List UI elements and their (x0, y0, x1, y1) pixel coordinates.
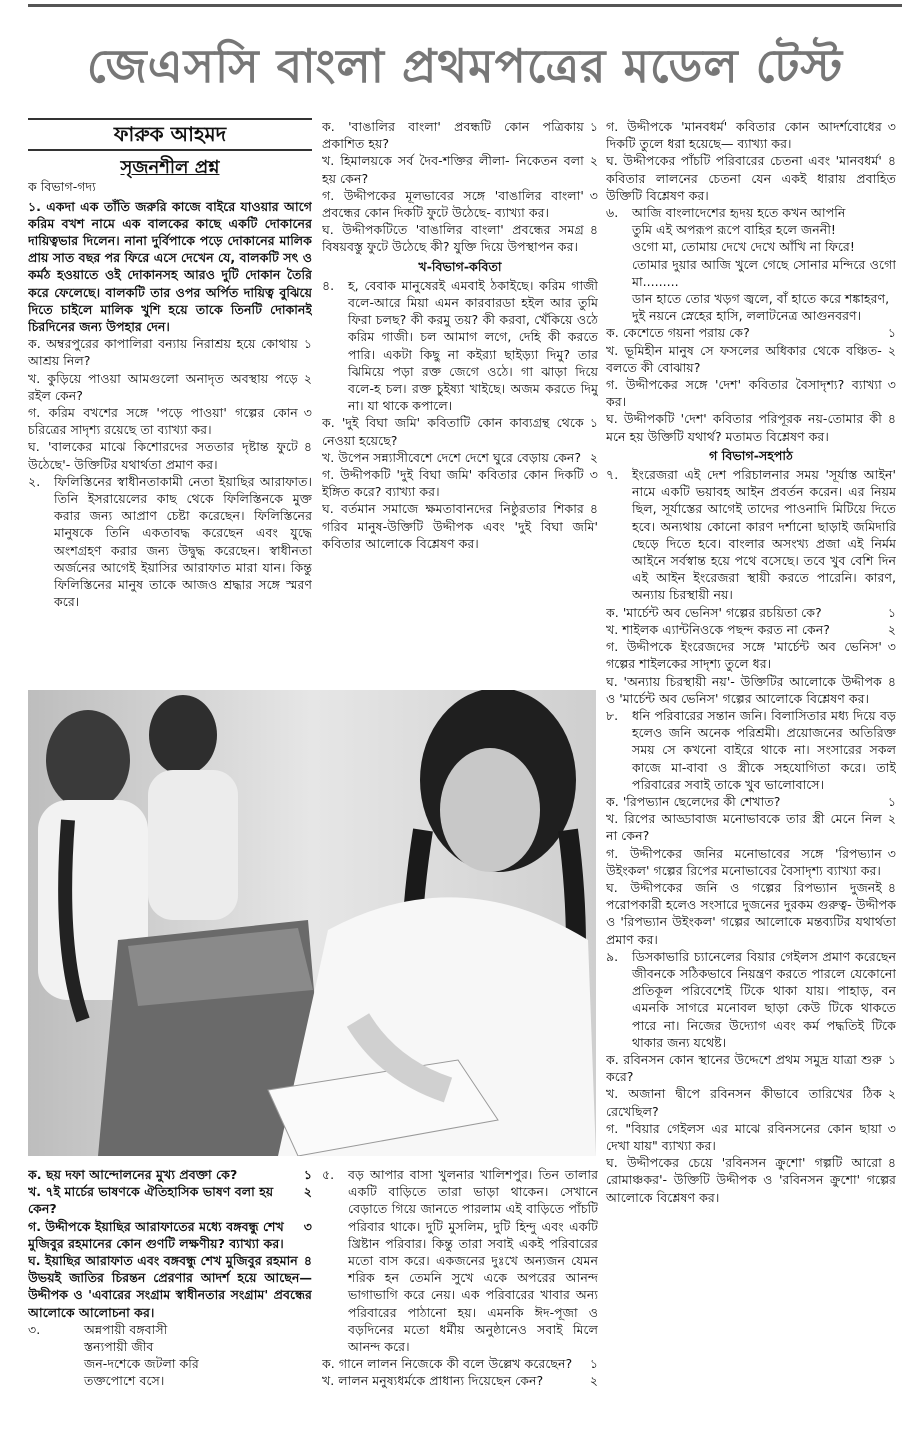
q9-gha: ৪ ঘ. উদ্দীপকের চেয়ে 'রবিনসন ক্রুশো' গল্পটি আরো রোমাঞ্চকর'- উক্তিটি উদ্দীপক ও 'রবিনসন ক্রুশো' গল্পের আলোকে বিশ্লেষণ কর। (606, 1155, 896, 1205)
page-title: জেএসসি বাংলা প্রথমপত্রের মডেল টেস্ট (86, 39, 844, 93)
q6-ga: ৩ গ. উদ্দীপকের সঙ্গে 'দেশ' কবিতার বৈসাদৃশ্য? ব্যাখ্যা কর। (606, 377, 896, 410)
q7-ga: ৩ গ. উদ্দীপকে ইংরেজদের সঙ্গে 'মার্চেন্ট অব ভেনিস' গল্পের শাইলকের সাদৃশ্য তুলে ধর। (606, 639, 896, 672)
q6-gha: ৪ ঘ. উদ্দীপকটি 'দেশ' কবিতার পরিপূরক নয়-তোমার কী মনে হয় উক্তিটি যথার্থ? মতামত বিশ্লেষণ কর। (606, 411, 896, 444)
q8-ka: ১ ক. 'রিপভ্যান ছেলেদের কী শেখাত? (606, 793, 896, 809)
q8-ga: ৩ গ. উদ্দীপকের জনির মনোভাবের সঙ্গে 'রিপভ্যান উইংকল' গল্পের রিপের মনোভাবের বৈসাদৃশ্য ব্যাখ্যা কর। (606, 845, 896, 878)
q8-kha: ২ খ. রিপের আড্ডাবাজ মনোভাবকে তার স্ত্রী মেনে নিল না কেন? (606, 811, 896, 844)
q1-gha: ৪ ঘ. 'বালকের মাঝে কিশোরদের সততার দৃষ্টান্ত ফুটে উঠেছে'- উক্তিটির যথার্থতা প্রমাণ কর। (28, 439, 312, 472)
q1-kha: ২ খ. কুড়িয়ে পাওয়া আমগুলো অনাদৃত অবস্থায় পড়ে রইল কেন? (28, 370, 312, 403)
q8-gha: ৪ ঘ. উদ্দীপকের জনি ও গল্পের রিপভ্যান দুজনই পরোপকারী হলেও সংসারে দুজনের দুরকম গুরুত্ব- উদ্দীপক ও 'রিপভ্যান উইংকল' গল্পের আলোকে মন্তব্যটির যথার্থতা প্রমাণ কর। (606, 879, 896, 947)
part-kha-heading: খ-বিভাগ-কবিতা (418, 258, 502, 274)
q3-kha: ২ খ. হিমালয়কে সর্ব দৈব-শক্তির লীলা- নিকেতন বলা হয় কেন? (322, 153, 598, 186)
q5-ka: ১ ক. গানে লালন নিজেকে কী বলে উল্লেখ করেছেন? (322, 1356, 598, 1372)
q4-ga: ৩ গ. উদ্দীপকটি 'দুই বিঘা জমি' কবিতার কোন দিকটি ইঙ্গিত করে? ব্যাখ্যা কর। (322, 467, 598, 500)
q5-stem: ৫. বড় আপার বাসা খুলনার খালিশপুর। তিন তালার একটি বাড়িতে তারা ভাড়া থাকেন। সেখানে বেড়াতে গিয়ে জানতে পারলাম এই বাড়িতে পাঁচটি পরিবার থাকে। দুটি মুসলিম, দুটি হিন্দু এবং একটি খ্রিষ্টান পরিবার। কিন্তু তারা সবাই একই পরিবারের মতো বাস করে। একজনের দুঃখে অন্যজন যেমন শরিক হন তেমনি সুখে একে অপরের আনন্দ ভাগাভাগি করে নেয়। এক পরিবারের খাবার অন্য পরিবারের পাঠানো হয়। এমনকি ঈদ-পূজা ও বড়দিনের মতো ধর্মীয় অনুষ্ঠানেও সবাই মিলে আনন্দ করে। (322, 1167, 598, 1355)
q6-poem: ৬. আজি বাংলাদেশের হৃদয় হতে কখন আপনি তুমি এই অপরূপ রূপে বাহির হলে জননী! ওগো মা, তোমায় দেখে দেখে আঁখি না ফিরে! তোমার দুয়ার আজি খুলে গেছে সোনার মন্দিরে ওগো মা......... ডান হাতে তোর খড়গ জ্বলে, বাঁ হাতে করে শঙ্কাহরণ, দুই নয়নে স্নেহের হাসি, ললাটনেত্র আগুনবরণ। (606, 205, 896, 324)
q9-stem: ৯. ডিসকাভারি চ্যানেলের বিয়ার গেইলস প্রমাণ করেছেন জীবনকে সঠিকভাবে নিয়ন্ত্রণ করতে পারলে যেকোনো প্রতিকূল পরিবেশেই টিকে থাকা যায়। পাহাড়, বন এমনকি সাগরে মনোবল ছাড়া কেউ টিকে থাকতে পারে না। নিজের উদ্যোগ এবং কর্ম পদ্ধতিই টিকে থাকার জন্য যথেষ্ট। (606, 948, 896, 1050)
q3-ga: ৩ গ. উদ্দীপকের মূলভাবের সঙ্গে 'বাঙালির বাংলা' প্রবন্ধের কোন দিকটি ফুটে উঠেছে- ব্যাখ্যা কর। (322, 187, 598, 221)
q1-ga: ৩ গ. করিম বখশের সঙ্গে 'পড়ে পাওয়া' গল্পের কোন চরিত্রের সাদৃশ্য রয়েছে তা ব্যাখ্যা কর। (28, 405, 312, 438)
q9-ka: ১ ক. রবিনসন কোন স্থানের উদ্দেশে প্রথম সমুদ্র যাত্রা শুরু করে? (606, 1051, 896, 1085)
q3-poem: ৩. অন্নপায়ী বঙ্গবাসী স্তন্যপায়ী জীব জন-দশেকে জটলা করি তক্তপোশে বসে। (28, 1321, 199, 1389)
column-2 (322, 118, 598, 688)
column-1-bottom (28, 1166, 312, 1452)
q2-kha: ২ খ. ৭ই মার্চের ভাষণকে ঐতিহাসিক ভাষণ বলা হয় কেন? (28, 1184, 312, 1217)
top-rule (28, 4, 902, 7)
q3-ka: ১ ক. 'বাঙালির বাংলা' প্রবন্ধটি কোন পত্রিকায় প্রকাশিত হয়? (322, 119, 598, 152)
author-name: ফারুক আহমদ (28, 118, 312, 151)
column-1 (28, 118, 312, 688)
part-ga-heading: গ বিভাগ-সহপাঠ (709, 447, 793, 463)
q2-gha: ৪ ঘ. ইয়াছির আরাফাত এবং বঙ্গবন্ধু শেখ মুজিবুর রহমান উভয়ই জাতির চিরন্তন প্রেরণার আদর্শ হয়ে আছেন— উদ্দীপক ও 'এবারের সংগ্রাম স্বাধীনতার সংগ্রাম' প্রবন্ধের আলোকে আলোচনা কর। (28, 1253, 312, 1320)
q1-stem: ১. একদা এক তাঁতি জরুরি কাজে বাইরে যাওয়ার আগে করিম বখশ নামে এক বালকের কাছে একটি দোকানের দায়িত্বভার দিলেন। নানা দুর্বিপাকে পড়ে দোকানের মালিক প্রায় সাত বছর পর ফিরে এসে দেখেন যে, বালকটি সৎ ও কর্মঠ হওয়াতে ওই দোকানসহ আরও দুটি দোকান তৈরি করে ফেলেছে। বালকটি তার ওপর অর্পিত দায়িত্ব বুঝিয়ে দিতে চাইলে মালিক খুশি হয়ে তাকে তিনটি দোকানই চিরদিনের জন্য উপহার দেন। (28, 198, 312, 335)
q7-stem: ৭. ইংরেজরা এই দেশ পরিচালনার সময় 'সূর্যাস্ত আইন' নামে একটি ভয়াবহ আইন প্রবর্তন করেন। এর নিয়ম ছিল, সূর্যাস্তের আগেই তাদের পাওনাদি মিটিয়ে দিতে হবে। অন্যথায় কোনো কারণ দর্শানো ছাড়াই জমিদারি ছেড়ে দিতে হবে। বাংলার অসংখ্য প্রজা এই নির্মম আইনে সর্বস্বান্ত হয়ে পথে বসেছে। তবে খুব বেশি দিন এই আইন ইংরেজরা স্থায়ী করতে পারেনি। কারণ, অন্যায় চিরস্থায়ী নয়। (606, 467, 896, 603)
q6-ka: ১ ক. কেশেতে গয়না পরায় কে? (606, 325, 896, 341)
q6-kha: ২ খ. ভূমিহীন মানুষ সে ফসলের অধিকার থেকে বঞ্চিত- বলতে কী বোঝায়? (606, 342, 896, 375)
q4-kha: ২ খ. উপেন সন্ন্যাসীবেশে দেশে দেশে ঘুরে বেড়ায় কেন? (322, 449, 598, 465)
q2-ka: ১ ক. ছয় দফা আন্দোলনের মুখ্য প্রবক্তা কে? (28, 1167, 312, 1182)
q7-ka: ১ ক. 'মার্চেন্ট অব ভেনিস' গল্পের রচয়িতা কে? (606, 604, 896, 620)
photo-illustration (28, 690, 596, 1156)
q4-stem: ৪. হ, বেবাক মানুষেরই এমবাই ঠকাইছে। করিম গাজী বলে-আরে মিয়া এমন কারবারডা হইল আর তুমি ফিরা চলছ? কী করমু তয়? কী করবা, খেঁকিয়ে ওঠে করিম গাজী। চল আমাগ লগে, দেহি কী করতে পারি। একটা কিছু না কইর‌্যা ছাইড়্যা দিমু? তার ঝিমিয়ে পড়া রক্ত জেগে ওঠে। গা ঝাড়া দিয়ে বলে-হ চল। রক্ত চুইষ্যা খাইছে। অজম করতে দিমু না। যা থাকে কপালে। (322, 277, 598, 414)
q9-kha: ২ খ. অজানা দ্বীপে রবিনসন কীভাবে তারিখের ঠিক রেখেছিল? (606, 1086, 896, 1119)
column-2-bottom (322, 1166, 598, 1452)
part-ka-heading: ক বিভাগ-গদ্য (28, 179, 96, 195)
q1-ka: ১ ক. অম্বরপুরের কাপালিরা বন্যায় নিরাশ্রয় হয়ে কোথায় আশ্রয় নিল? (28, 336, 312, 369)
q5-ga: ৩ গ. উদ্দীপকে 'মানবধর্ম' কবিতার কোন আদর্শবোধের দিকটি তুলে ধরা হয়েছে— ব্যাখ্যা কর। (606, 119, 896, 152)
q4-ka: ১ ক. 'দুই বিঘা জমি' কবিতাটি কোন কাব্যগ্রন্থ থেকে নেওয়া হয়েছে? (322, 415, 598, 448)
q4-gha: ৪ ঘ. বর্তমান সমাজে ক্ষমতাবানদের নিষ্ঠুরতার শিকার গরিব মানুষ-উক্তিটি উদ্দীপক এবং 'দুই বিঘা জমি' কবিতার আলোকে বিশ্লেষণ কর। (322, 501, 598, 551)
students-exam-photo (28, 690, 596, 1156)
section-heading: সৃজনশীল প্রশ্ন (120, 157, 220, 179)
q7-gha: ৪ ঘ. 'অন্যায় চিরস্থায়ী নয়'- উক্তিটির আলোকে উদ্দীপক ও 'মার্চেন্ট অব ভেনিস' গল্পের আলোকে বিশ্লেষণ কর। (606, 673, 896, 706)
q2-stem: ২. ফিলিস্তিনের স্বাধীনতাকামী নেতা ইয়াছির আরাফাত। তিনি ইসরায়েলের কাছ থেকে ফিলিস্তিনকে মুক্ত করার জন্য আপ্রাণ চেষ্টা করেছেন। ফিলিস্তিনের মানুষকে তিনি একতাবদ্ধ করেছেন এবং যুদ্ধে অংশগ্রহণ করার জন্য উদ্বুদ্ধ করেছেন। স্বাধীনতা অর্জনের আগেই ইয়াসির আরাফাত মারা যান। কিন্তু ফিলিস্তিনের মানুষ তাকে আজও শ্রদ্ধার সঙ্গে স্মরণ করে। (28, 473, 312, 610)
q5-gha: ৪ ঘ. উদ্দীপকের পাঁচটি পরিবারের চেতনা এবং 'মানবধর্ম' কবিতার লালনের চেতনা যেন একই ধারায় প্রবাহিত উক্তিটি বিশ্লেষণ কর। (606, 153, 896, 203)
q2-ga: ৩ গ. উদ্দীপকে ইয়াছির আরাফাতের মধ্যে বঙ্গবন্ধু শেখ মুজিবুর রহমানের কোন গুণটি লক্ষণীয়? ব্যাখ্যা কর। (28, 1218, 312, 1251)
q7-kha: ২ খ. শাইলক এ্যান্টনিওকে পছন্দ করত না কেন? (606, 621, 896, 637)
q5-kha: ২ খ. লালন মনুষ্যধর্মকে প্রাধান্য দিয়েছেন কেন? (322, 1373, 598, 1389)
q3-gha: ৪ ঘ. উদ্দীপকটিতে 'বাঙালির বাংলা' প্রবন্ধের সমগ্র বিষয়বস্তু ফুটে উঠেছে কী? যুক্তি দিয়ে উপস্থাপন কর। (322, 222, 598, 255)
column-3 (606, 118, 896, 1452)
q8-stem: ৮. ধনি পরিবারের সন্তান জনি। বিলাসিতার মধ্য দিয়ে বড় হলেও জনি অনেক পরিশ্রমী। প্রয়োজনের অতিরিক্ত সময় সে কখনো বাইরে থাকে না। সংসারের সকল কাজে মা-বাবা ও স্ত্রীকে সহযোগিতা করে। তাই পরিবারের সবাই তাকে খুব ভালোবাসে। (606, 707, 896, 792)
q9-ga: ৩ গ. "বিয়ার গেইলস এর মাঝে রবিনসনের কোন ছায়া দেখা যায়" ব্যাখ্যা কর। (606, 1120, 896, 1153)
